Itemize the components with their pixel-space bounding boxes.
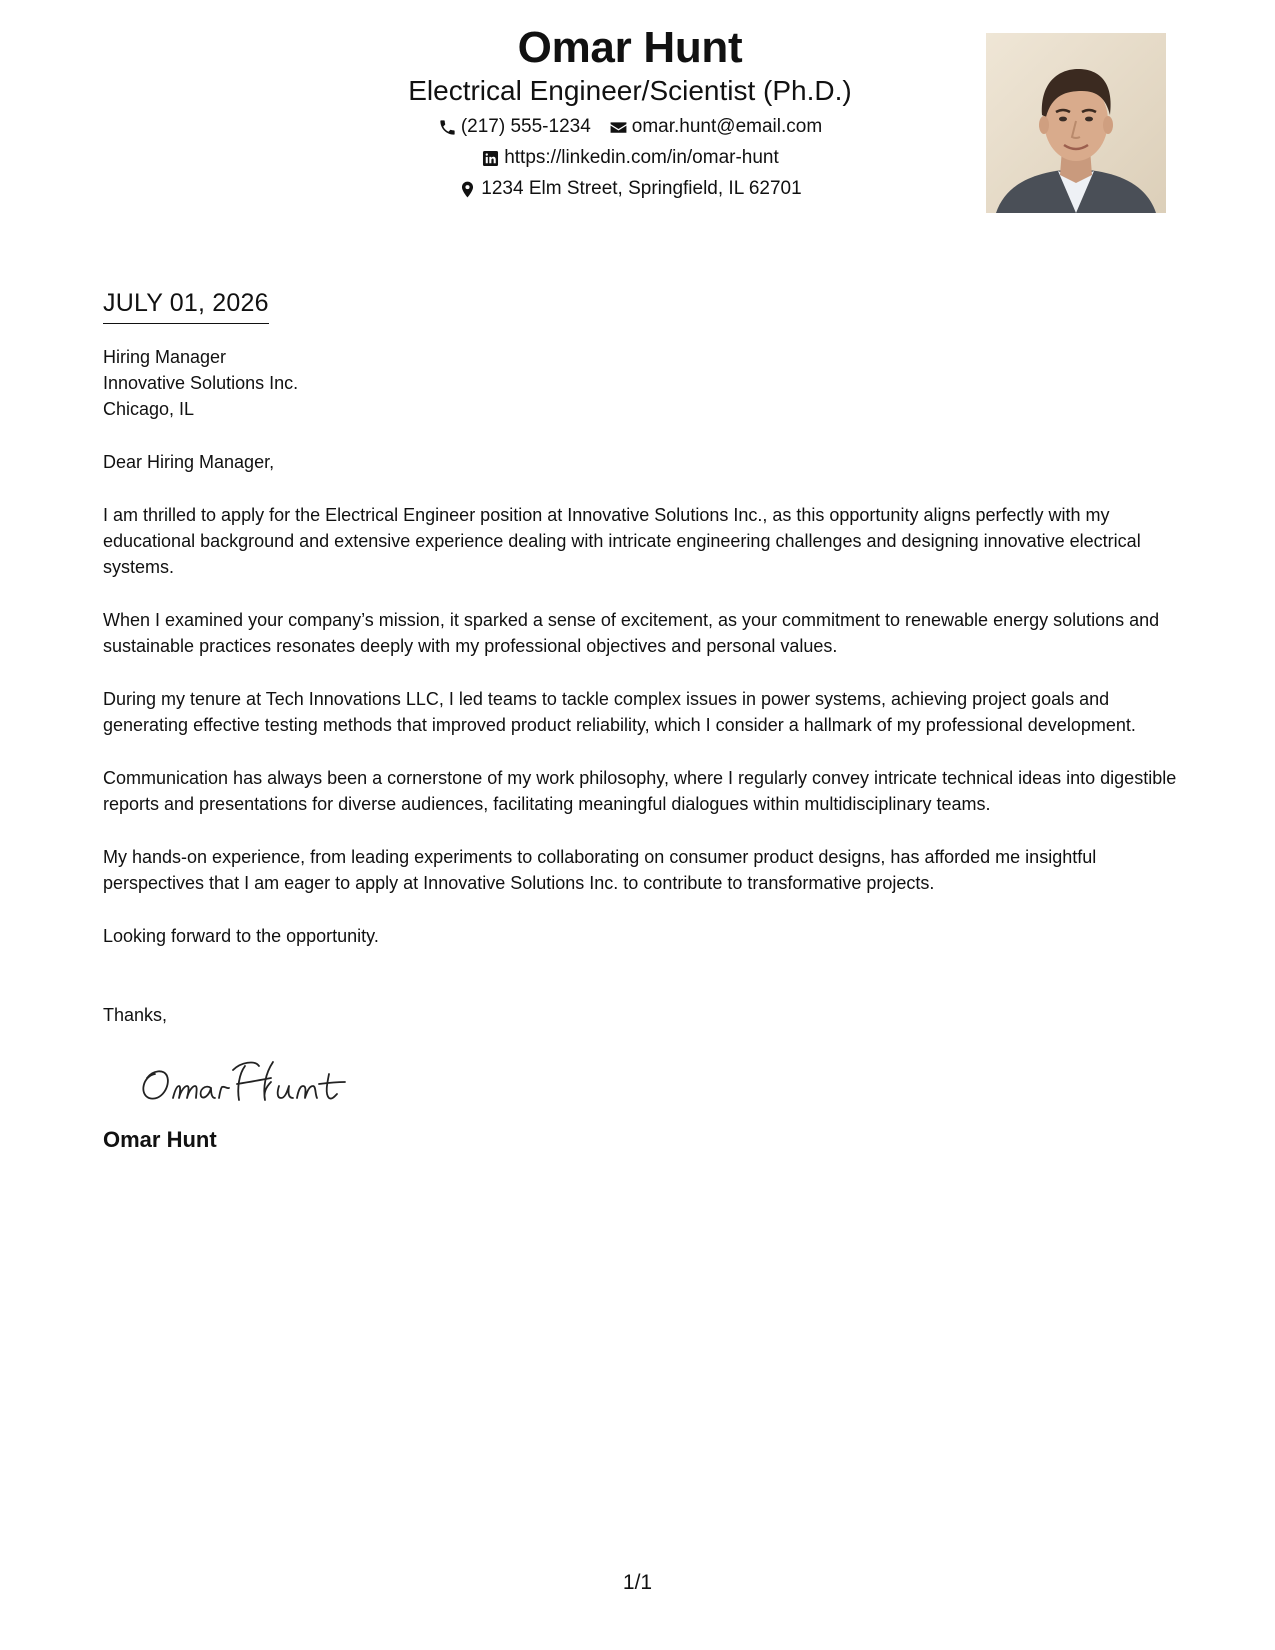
recipient-company: Innovative Solutions Inc. bbox=[103, 373, 299, 393]
contact-address bbox=[458, 177, 801, 201]
applicant-title: Electrical Engineer/Scientist (Ph.D.) bbox=[408, 75, 852, 106]
body-paragraph: My hands-on experience, from leading experiments to collaborating on consumer product designs, has afforded me insightful perspectives that I am eager to apply at Innovative Solutions Inc. to contribute to transformative projects. bbox=[103, 847, 1097, 893]
page-number: 1/1 bbox=[622, 1571, 653, 1594]
contact-linkedin[interactable] bbox=[481, 146, 779, 170]
profile-photo bbox=[986, 33, 1166, 213]
contact-email[interactable] bbox=[609, 115, 822, 139]
map-pin-icon bbox=[458, 180, 477, 199]
handwritten-signature bbox=[133, 1052, 373, 1112]
phone-icon bbox=[438, 118, 457, 137]
signer-name: Omar Hunt bbox=[103, 1127, 217, 1152]
recipient-block bbox=[103, 344, 1178, 422]
address-text: 1234 Elm Street, Springfield, IL 62701 bbox=[481, 178, 802, 199]
body-paragraph: Looking forward to the opportunity. bbox=[103, 926, 379, 946]
letter-body bbox=[103, 288, 1178, 1154]
contact-line-phone-email bbox=[300, 115, 960, 139]
linkedin-icon bbox=[481, 149, 500, 168]
applicant-name: Omar Hunt bbox=[517, 23, 743, 72]
letter-date: JULY 01, 2026 bbox=[103, 288, 269, 324]
body-paragraph: During my tenure at Tech Innovations LLC, I led teams to tackle complex issues in power systems, achieving project goals and generating effective testing methods that improved product reliability, which I consider a hallmark of my professional development. bbox=[103, 689, 1136, 735]
contact-phone[interactable] bbox=[438, 115, 591, 139]
closing: Thanks, bbox=[103, 1005, 168, 1025]
body-paragraph: I am thrilled to apply for the Electrical Engineer position at Innovative Solutions Inc., as this opportunity aligns perfectly with my educational background and extensive experience dealing with intricate engineering challenges and designing innovative electrical systems. bbox=[103, 505, 1141, 577]
body-paragraph: When I examined your company’s mission, it sparked a sense of excitement, as your commitment to renewable energy solutions and sustainable practices resonates deeply with my professional objectives and personal values. bbox=[103, 610, 1160, 656]
contact-line-address bbox=[300, 177, 960, 201]
phone-text: (217) 555-1234 bbox=[460, 116, 591, 137]
email-text: omar.hunt@email.com bbox=[631, 116, 823, 137]
letter-header bbox=[300, 22, 960, 201]
recipient-location: Chicago, IL bbox=[103, 399, 195, 419]
envelope-icon bbox=[609, 118, 628, 137]
linkedin-text: https://linkedin.com/in/omar-hunt bbox=[504, 147, 779, 168]
body-paragraph: Communication has always been a cornerstone of my work philosophy, where I regularly convey intricate technical ideas into digestible reports and presentations for diverse audiences, facilitating meaningful dialogues within multidisciplinary teams. bbox=[103, 768, 1177, 814]
contact-line-linkedin bbox=[300, 146, 960, 170]
recipient-title: Hiring Manager bbox=[103, 347, 227, 367]
salutation: Dear Hiring Manager, bbox=[103, 452, 275, 472]
